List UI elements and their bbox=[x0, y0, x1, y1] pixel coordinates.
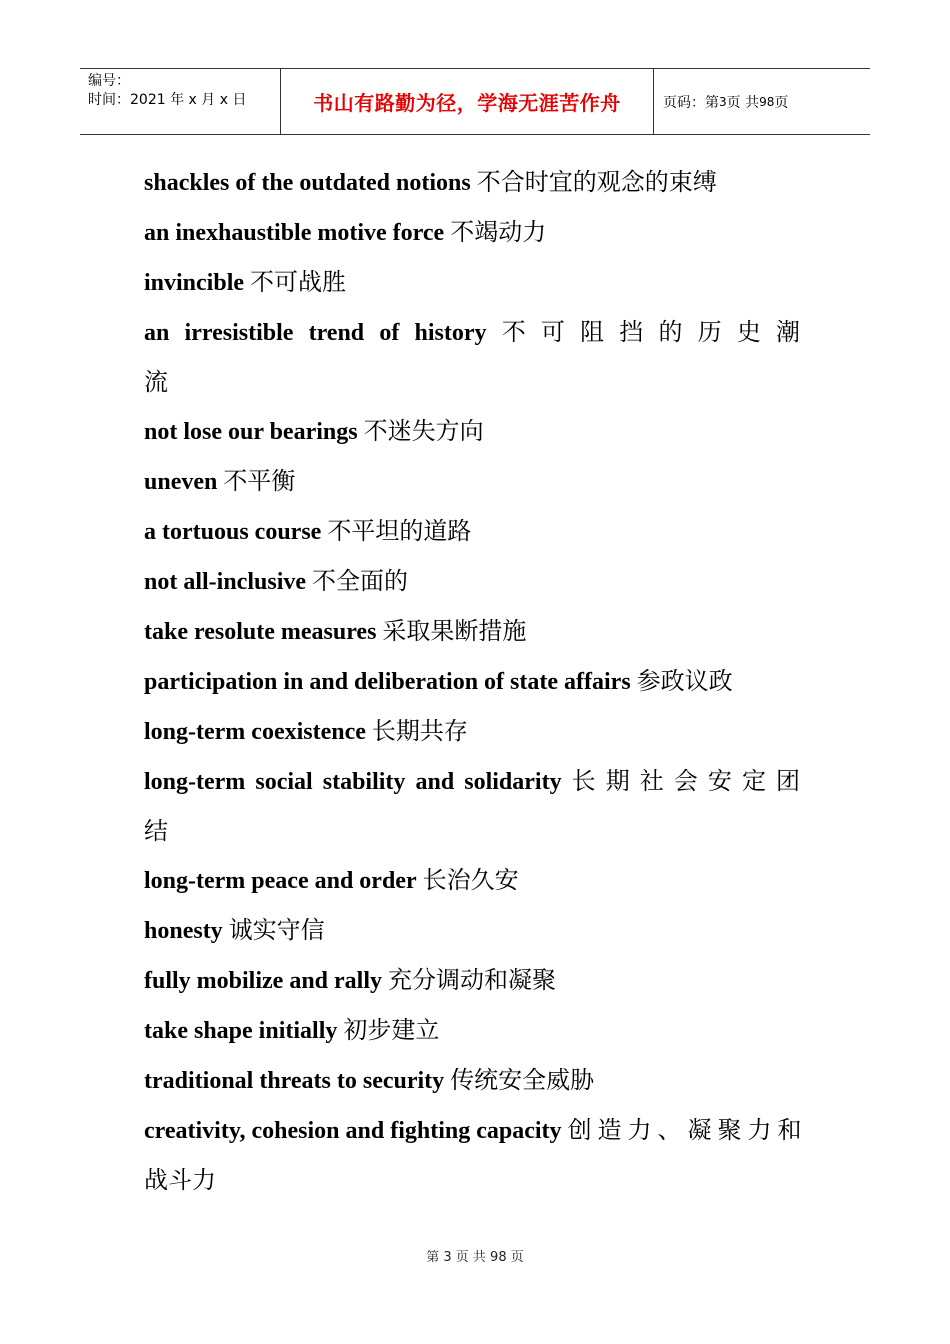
entry-chinese: 初步建立 bbox=[343, 1016, 440, 1045]
entry-english: a tortuous course bbox=[144, 519, 322, 546]
entry-chinese: 不全面的 bbox=[312, 567, 409, 596]
entry-english: uneven bbox=[144, 469, 218, 496]
entry-chinese: 不可阻挡的历史潮 bbox=[501, 317, 807, 346]
page-current: 3 bbox=[719, 94, 727, 109]
entry-chinese: 传统安全威胁 bbox=[450, 1066, 595, 1095]
entry-chinese-continued: 战斗力 bbox=[144, 1165, 216, 1194]
entry-chinese-continued: 结 bbox=[144, 816, 168, 845]
glossary-entry bbox=[144, 258, 806, 308]
entry-chinese: 参政议政 bbox=[636, 666, 733, 695]
entry-chinese: 采取果断措施 bbox=[382, 617, 527, 646]
page-mid: 页 共 bbox=[726, 94, 760, 111]
glossary-entry bbox=[144, 956, 806, 1006]
glossary-entry bbox=[144, 1006, 806, 1056]
entry-chinese: 长期共存 bbox=[371, 716, 468, 745]
page-suffix: 页 bbox=[774, 94, 789, 111]
entry-english: long-term social stability and solidarity bbox=[144, 768, 562, 795]
glossary-list bbox=[144, 158, 806, 1206]
page-header bbox=[80, 68, 870, 135]
entry-english: not lose our bearings bbox=[144, 419, 358, 446]
entry-chinese: 充分调动和凝聚 bbox=[388, 966, 557, 995]
motto-text: 书山有路勤为径，学海无涯苦作舟 bbox=[313, 91, 621, 115]
glossary-entry bbox=[144, 557, 806, 607]
header-motto-cell bbox=[281, 69, 654, 134]
entry-chinese-continued: 流 bbox=[144, 367, 168, 396]
glossary-entry bbox=[144, 707, 806, 757]
header-meta-cell bbox=[80, 69, 281, 134]
entry-english: participation in and deliberation of state affairs bbox=[144, 668, 631, 695]
number-label: 编号： bbox=[88, 73, 130, 89]
glossary-entry bbox=[144, 308, 806, 358]
entry-chinese: 不平坦的道路 bbox=[327, 517, 472, 546]
entry-english: take shape initially bbox=[144, 1018, 338, 1045]
entry-english: not all-inclusive bbox=[144, 569, 307, 596]
glossary-entry bbox=[144, 906, 806, 956]
glossary-entry bbox=[144, 457, 806, 507]
entry-english: honesty bbox=[144, 918, 223, 945]
glossary-entry-continuation bbox=[144, 1156, 806, 1206]
glossary-entry bbox=[144, 757, 806, 807]
entry-english: invincible bbox=[144, 269, 245, 296]
glossary-entry bbox=[144, 208, 806, 258]
entry-chinese: 不合时宜的观念的束缚 bbox=[476, 168, 717, 196]
glossary-entry bbox=[144, 507, 806, 557]
time-label: 时间： bbox=[88, 92, 130, 108]
entry-english: traditional threats to security bbox=[144, 1068, 445, 1095]
entry-chinese: 不竭动力 bbox=[450, 217, 547, 246]
page-footer: 第 3 页 共 98 页 bbox=[426, 1250, 524, 1265]
entry-chinese: 诚实守信 bbox=[228, 916, 325, 945]
page-prefix: 页码：第 bbox=[663, 94, 719, 111]
entry-chinese: 不可战胜 bbox=[250, 267, 347, 296]
glossary-entry bbox=[144, 407, 806, 457]
entry-english: fully mobilize and rally bbox=[144, 968, 383, 995]
entry-english: an irresistible trend of history bbox=[144, 319, 487, 346]
entry-english: shackles of the outdated notions bbox=[144, 170, 471, 196]
entry-chinese: 创造力、凝聚力和 bbox=[567, 1115, 808, 1144]
glossary-entry-continuation bbox=[144, 807, 806, 857]
entry-chinese: 长治久安 bbox=[422, 866, 519, 895]
page-total: 98 bbox=[759, 94, 775, 109]
date-text: 2021 年 x 月 x 日 bbox=[130, 92, 247, 108]
entry-english: long-term coexistence bbox=[144, 718, 366, 745]
header-page-cell bbox=[654, 69, 870, 134]
glossary-entry bbox=[144, 657, 806, 707]
entry-english: an inexhaustible motive force bbox=[144, 219, 445, 246]
glossary-entry bbox=[144, 856, 806, 906]
glossary-entry bbox=[144, 607, 806, 657]
entry-chinese: 长期社会安定团 bbox=[571, 766, 806, 795]
glossary-entry bbox=[144, 1106, 806, 1156]
entry-chinese: 不平衡 bbox=[223, 467, 296, 496]
entry-english: take resolute measures bbox=[144, 619, 377, 646]
entry-english: long-term peace and order bbox=[144, 868, 417, 895]
entry-english: creativity, cohesion and fighting capacity bbox=[144, 1117, 562, 1144]
glossary-entry-continuation bbox=[144, 358, 806, 408]
glossary-entry bbox=[144, 1056, 806, 1106]
glossary-entry bbox=[144, 158, 806, 208]
entry-chinese: 不迷失方向 bbox=[363, 417, 484, 446]
